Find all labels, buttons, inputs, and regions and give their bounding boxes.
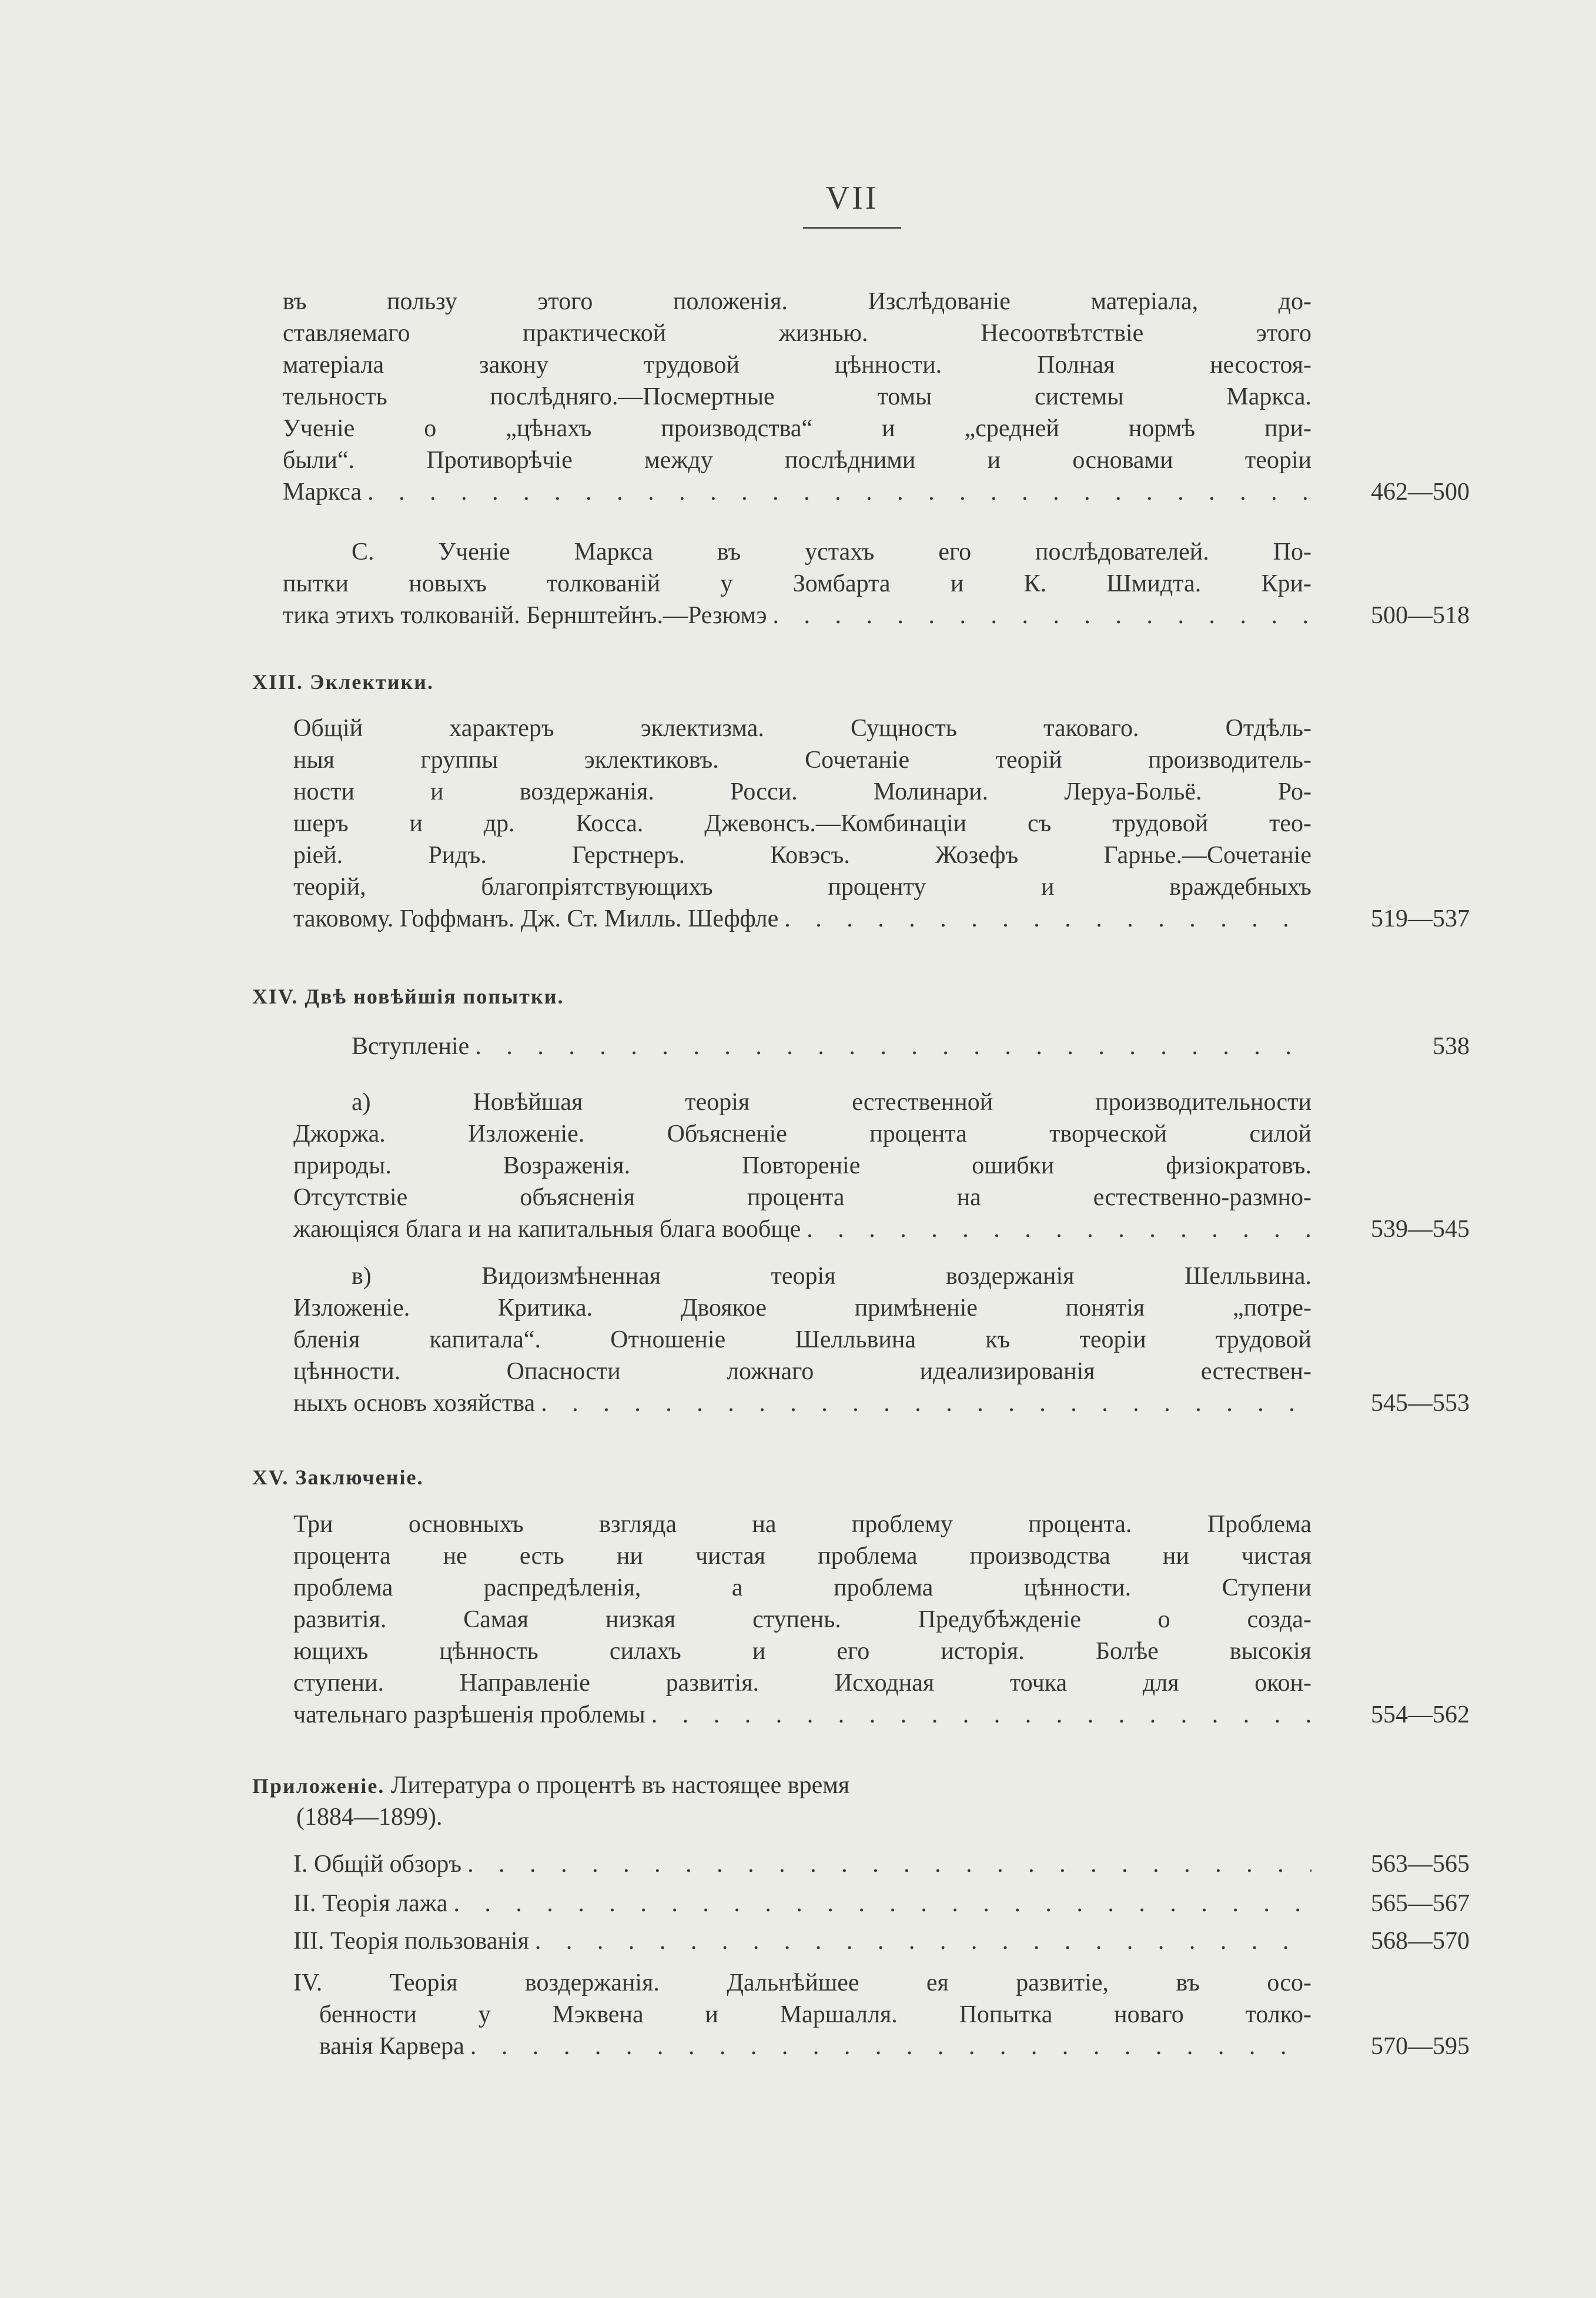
section-heading bbox=[252, 1770, 849, 1801]
toc-line-text: ставляемаго практической жизнью. Несоотвѣтствіе этого bbox=[283, 320, 1311, 347]
page-range: 570—595 bbox=[1371, 2033, 1470, 2060]
toc-line-text: таковому. Гоффманъ. Дж. Ст. Милль. Шеффле bbox=[293, 905, 779, 932]
page-range: 500—518 bbox=[1371, 602, 1470, 629]
toc-line-text: тика этихъ толкованій. Бернштейнъ.—Резюмэ bbox=[283, 602, 767, 629]
page-range: 568—570 bbox=[1371, 1928, 1470, 1955]
section-heading-title: XV. Заключеніе. bbox=[252, 1466, 424, 1489]
toc-line-text: С. Ученіе Маркса въ устахъ его послѣдователей. По- bbox=[352, 538, 1311, 566]
dot-leader bbox=[461, 1848, 1311, 1880]
page-number: VII bbox=[825, 180, 879, 216]
toc-line-text: ріей. Ридъ. Герстнеръ. Ковэсъ. Жозефъ Гарнье.—Сочетаніе bbox=[293, 842, 1311, 869]
toc-line-text: ванія Карвера bbox=[319, 2033, 464, 2060]
section-heading-subtitle: Литература о процентѣ въ настоящее время bbox=[384, 1772, 850, 1799]
toc-line-text: процента не есть ни чистая проблема производства ни чистая bbox=[293, 1543, 1311, 1570]
toc-line-text: развитія. Самая низкая ступень. Предубѣжденіе о созда- bbox=[293, 1606, 1311, 1633]
toc-line-text: Отсутствіе объясненія процента на естественно-размно- bbox=[293, 1184, 1311, 1211]
dot-leader bbox=[535, 1387, 1311, 1419]
toc-line-text: Изложеніе. Критика. Двоякое примѣненіе понятія „потре- bbox=[293, 1294, 1311, 1322]
toc-line-text: II. Теорія лажа bbox=[293, 1890, 448, 1917]
page-number-rule bbox=[803, 227, 901, 229]
toc-line-with-leader bbox=[293, 1848, 1311, 1880]
toc-line-with-leader bbox=[283, 600, 1311, 631]
toc-line-text: Вступленіе bbox=[352, 1033, 470, 1060]
page-range: 539—545 bbox=[1371, 1216, 1470, 1243]
section-heading bbox=[252, 1461, 423, 1493]
toc-line-text: бленія капитала“. Отношеніе Шелльвина къ теоріи трудовой bbox=[293, 1326, 1311, 1353]
section-heading-title: XIII. Эклектики. bbox=[252, 670, 434, 694]
toc-line-text: пытки новыхъ толкованій у Зомбарта и К. Шмидта. Кри- bbox=[283, 570, 1311, 597]
page-range: 563—565 bbox=[1371, 1851, 1470, 1878]
page-range: 565—567 bbox=[1371, 1890, 1470, 1917]
toc-line-text: Джоржа. Изложеніе. Объясненіе процента творческой силой bbox=[293, 1120, 1311, 1148]
toc-line-text: были“. Противорѣчіе между послѣдними и основами теоріи bbox=[283, 447, 1311, 474]
toc-line-text: чательнаго разрѣшенія проблемы bbox=[293, 1701, 645, 1728]
toc-line-text: ныхъ основъ хозяйства bbox=[293, 1390, 536, 1417]
toc-line-text: шеръ и др. Косса. Джевонсъ.—Комбинаціи съ трудовой тео- bbox=[293, 810, 1311, 837]
toc-line-text: въ пользу этого положенія. Изслѣдованіе матеріала, до- bbox=[283, 288, 1311, 315]
dot-leader bbox=[767, 600, 1311, 631]
toc-line-with-leader bbox=[293, 1925, 1311, 1957]
dot-leader bbox=[529, 1925, 1311, 1957]
toc-line-with-leader bbox=[293, 1387, 1311, 1419]
dot-leader bbox=[469, 1031, 1311, 1062]
section-heading bbox=[252, 666, 434, 698]
dot-leader bbox=[362, 476, 1311, 508]
section-heading bbox=[252, 981, 564, 1012]
toc-line-text: ныя группы эклектиковъ. Сочетаніе теорій производитель- bbox=[293, 747, 1311, 774]
page-range: 519—537 bbox=[1371, 905, 1470, 932]
toc-line-text: проблема распредѣленія, а проблема цѣнности. Ступени bbox=[293, 1574, 1311, 1601]
toc-line-with-leader bbox=[293, 903, 1311, 935]
toc-line-text: жающіяся блага и на капитальныя блага вообще bbox=[293, 1216, 801, 1243]
toc-line-text: Общій характеръ эклектизма. Сущность таковаго. Отдѣль- bbox=[293, 715, 1311, 742]
toc-line-text: Ученіе о „цѣнахъ производства“ и „средней нормѣ при- bbox=[283, 415, 1311, 442]
toc-line-with-leader bbox=[293, 1888, 1311, 1919]
page-range: 545—553 bbox=[1371, 1390, 1470, 1417]
toc-line-text: IV. Теорія воздержанія. Дальнѣйшее ея развитіе, въ осо- bbox=[293, 1969, 1311, 1996]
toc-line-text: теорій, благопріятствующихъ проценту и враждебныхъ bbox=[293, 874, 1311, 901]
toc-line-text: Три основныхъ взгляда на проблему процента. Проблема bbox=[293, 1511, 1311, 1538]
section-heading-title: Приложеніе. bbox=[252, 1774, 385, 1798]
page-range: 462—500 bbox=[1371, 479, 1470, 506]
page-range: 538 bbox=[1433, 1033, 1470, 1060]
toc-line-text: Маркса bbox=[283, 479, 362, 506]
toc-line-text: ности и воздержанія. Росси. Молинари. Леруа-Больё. Ро- bbox=[293, 778, 1311, 805]
toc-line-with-leader bbox=[352, 1031, 1311, 1062]
toc-line-text: (1884—1899). bbox=[296, 1804, 443, 1831]
toc-line-text: цѣнности. Опасности ложнаго идеализированія естествен- bbox=[293, 1358, 1311, 1385]
toc-line-text: ступени. Направленіе развитія. Исходная точка для окон- bbox=[293, 1670, 1311, 1697]
dot-leader bbox=[801, 1213, 1311, 1245]
toc-line-text: природы. Возраженія. Повтореніе ошибки физіократовъ. bbox=[293, 1152, 1311, 1179]
dot-leader bbox=[645, 1699, 1311, 1731]
dot-leader bbox=[447, 1888, 1311, 1919]
toc-line-with-leader bbox=[319, 2031, 1311, 2062]
toc-line-text: ющихъ цѣнность силахъ и его исторія. Болѣе высокія bbox=[293, 1638, 1311, 1665]
toc-line-text: I. Общій обзоръ bbox=[293, 1851, 462, 1878]
dot-leader bbox=[778, 903, 1311, 935]
toc-line-with-leader bbox=[283, 476, 1311, 508]
dot-leader bbox=[464, 2031, 1311, 2062]
toc-line-with-leader bbox=[293, 1699, 1311, 1731]
toc-line-text: а) Новѣйшая теорія естественной производительности bbox=[352, 1089, 1311, 1116]
page-range: 554—562 bbox=[1371, 1701, 1470, 1728]
toc-line-text: тельность послѣдняго.—Посмертные томы системы Маркса. bbox=[283, 383, 1311, 410]
toc-line-text: матеріала закону трудовой цѣнности. Полная несостоя- bbox=[283, 352, 1311, 379]
section-heading-title: XIV. Двѣ новѣйшія попытки. bbox=[252, 985, 564, 1008]
toc-line-text: в) Видоизмѣненная теорія воздержанія Шелльвина. bbox=[352, 1263, 1311, 1290]
toc-line-text: III. Теорія пользованія bbox=[293, 1928, 529, 1955]
toc-line-text: бенности у Мэквена и Маршалля. Попытка новаго толко- bbox=[319, 2001, 1311, 2028]
toc-line-with-leader bbox=[293, 1213, 1311, 1245]
